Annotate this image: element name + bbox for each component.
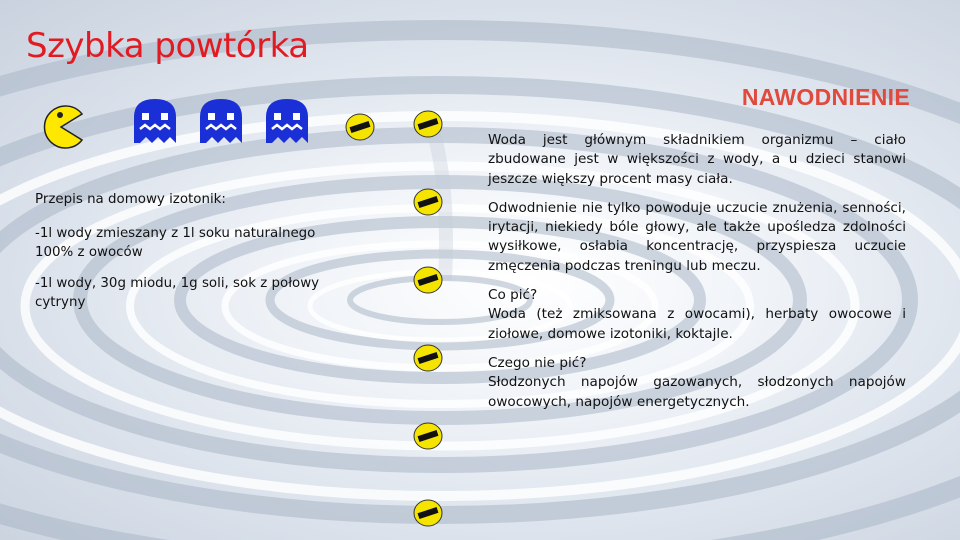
what-to-drink bbox=[488, 286, 906, 344]
recipe-section bbox=[35, 190, 355, 324]
ghost-icon bbox=[130, 97, 180, 145]
question-what-to-drink: Co pić? bbox=[488, 287, 538, 304]
what-not-to-drink bbox=[488, 354, 906, 412]
recipe-item: -1l wody, 30g miodu, 1g soli, sok z połowy cytryny bbox=[35, 276, 320, 310]
pacman-icon bbox=[38, 104, 84, 150]
club-badge-icon bbox=[413, 422, 443, 450]
slide-title: Szybka powtórka bbox=[26, 26, 309, 66]
club-badge-icon bbox=[413, 110, 443, 138]
hydration-text bbox=[488, 131, 906, 422]
club-badge-icon bbox=[413, 188, 443, 216]
club-badge-icon bbox=[413, 344, 443, 372]
paragraph-water: Woda jest głównym składnikiem organizmu – ciało zbudowane jest w większości z wody, a u dzieci stanowi jeszcze większy procent masy ciała. bbox=[488, 132, 906, 187]
ghost-icon bbox=[196, 97, 246, 145]
question-what-not-to-drink: Czego nie pić? bbox=[488, 354, 587, 371]
club-badge-icon bbox=[413, 499, 443, 527]
recipe-item: -1l wody zmieszany z 1l soku naturalnego 100% z owoców bbox=[35, 226, 316, 260]
ghost-icon bbox=[262, 97, 312, 145]
club-badge-icon bbox=[345, 113, 375, 141]
recipe-label: Przepis na domowy izotonik: bbox=[35, 192, 226, 207]
section-title: NAWODNIENIE bbox=[741, 84, 910, 110]
paragraph-dehydration: Odwodnienie nie tylko powoduje uczucie znużenia, senności, irytacji, niekiedy bóle głowy, ale także upośledza zdolności wysiłkowe, osłabia koncentrację, przyspiesza uczucie zmęczenia podczas treningu lub meczu. bbox=[488, 199, 906, 274]
answer-what-to-drink: Woda (też zmiksowana z owocami), herbaty owocowe i ziołowe, domowe izotoniki, koktajle. bbox=[488, 306, 906, 342]
answer-what-not-to-drink: Słodzonych napojów gazowanych, słodzonych napojów owocowych, napojów energetycznych. bbox=[488, 374, 906, 410]
club-badge-icon bbox=[413, 266, 443, 294]
